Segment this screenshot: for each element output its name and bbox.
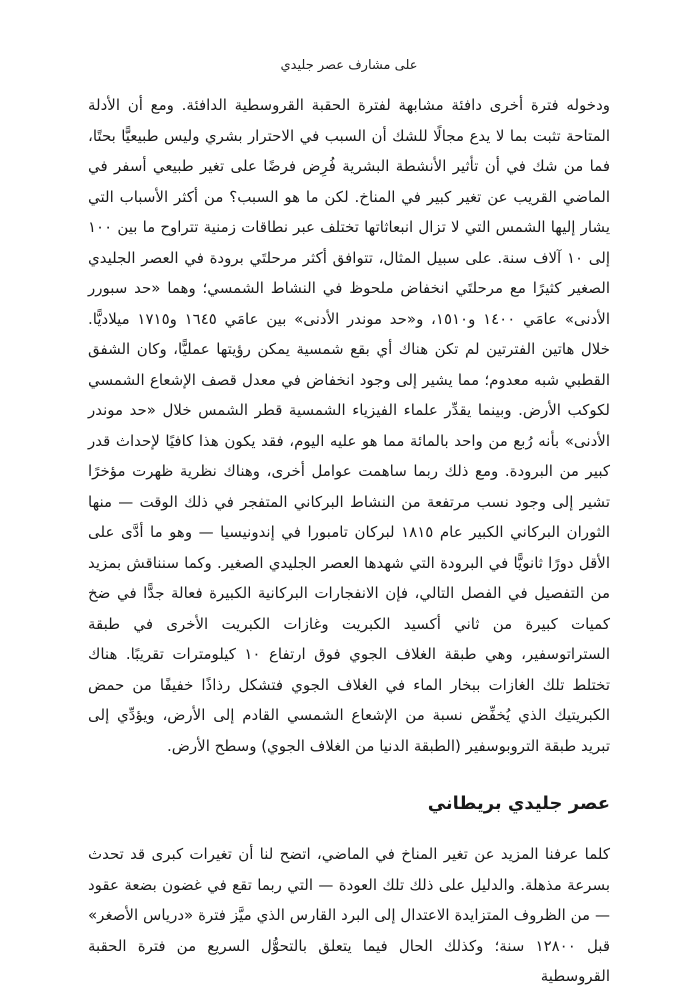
section-heading: عصر جليدي بريطاني — [427, 793, 610, 814]
running-header: على مشارف عصر جليدي — [280, 58, 418, 73]
section-paragraph: كلما عرفنا المزيد عن تغير المناخ في الماضي، اتضح لنا أن تغيرات كبرى قد تحدث بسرعة مذهلة. والدليل على ذلك تلك العودة — التي ربما تقع في غضون بضعة عقود — من الظروف المتزايدة الاعتدال إلى البرد القارس الذي ميَّز فترة «درياس الأصغر» قبل ١٢٨٠٠ سنة؛ وكذلك الحال فيما يتعلق بالتحوُّل السريع من فترة الحقبة القروسطية — [88, 845, 610, 985]
body-paragraph: ودخوله فترة أخرى دافئة مشابهة لفترة الحقبة القروسطية الدافئة. ومع أن الأدلة المتاحة تثبت بما لا يدع مجالًا للشك أن السبب في الاحترار بشري وليس طبيعيًّا بحتًا، فما من شك في أن تأثير الأنشطة البشرية فُرِض فرضًا على تغير طبيعي أسفر في الماضي القريب عن تغير كبير في المناخ. لكن ما هو السبب؟ من أكثر الأسباب التي يشار إليها الشمس التي لا تزال انبعاثاتها تختلف عبر نطاقات زمنية تتراوح ما بين ١٠٠ إلى ١٠ آلاف سنة. على سبيل المثال، تتوافق أكثر مرحلتَي برودة في العصر الجليدي الصغير كثيرًا مع مرحلتَي انخفاض ملحوظ في النشاط الشمسي؛ وهما «حد سبورر الأدنى» عامَي ١٤٠٠ و١٥١٠، و«حد موندر الأدنى» بين عامَي ١٦٤٥ و١٧١٥ ميلاديًّا. خلال هاتين الفترتين لم تكن هناك أي بقع شمسية يمكن رؤيتها عمليًّا، وكان الشفق القطبي شبه معدوم؛ مما يشير إلى وجود انخفاض في معدل قصف الإشعاع الشمسي لكوكب الأرض. وبينما يقدِّر علماء الفيزياء الشمسية قطر الشمس خلال «حد موندر الأدنى» بأنه رُبع من واحد بالمائة مما هو عليه اليوم، فقد يكون هذا كافيًا لإحداث قدر كبير من البرودة. ومع ذلك ربما ساهمت عوامل أخرى، وهناك نظرية ظهرت مؤخرًا تشير إلى وجود نسب مرتفعة من النشاط البركاني المتفجر في ذلك الوقت — منها الثوران البركاني الكبير عام ١٨١٥ لبركان تامبورا في إندونيسيا — وهو ما أدَّى على الأقل دورًا ثانويًّا في البرودة التي شهدها العصر الجليدي الصغير. وكما سنناقش بمزيد من التفصيل في الفصل التالي، فإن الانفجارات البركانية الكبيرة فعالة جدًّا في ضخ كميات كبيرة من ثاني أكسيد الكبريت وغازات الكبريت الأخرى في طبقة الستراتوسفير، وهي طبقة الغلاف الجوي فوق ارتفاع ١٠ كيلومترات تقريبًا. هناك تختلط تلك الغازات ببخار الماء في الغلاف الجوي فتشكل رذاذًا خفيفًا من حمض الكبريتيك الذي يُخفِّض نسبة من الإشعاع الشمسي القادم إلى الأرض، ويؤدِّي إلى تبريد طبقة التروبوسفير (الطبقة الدنيا من الغلاف الجوي) وسطح الأرض. — [88, 96, 611, 755]
body-text — [88, 90, 610, 992]
book-page — [88, 0, 610, 1000]
